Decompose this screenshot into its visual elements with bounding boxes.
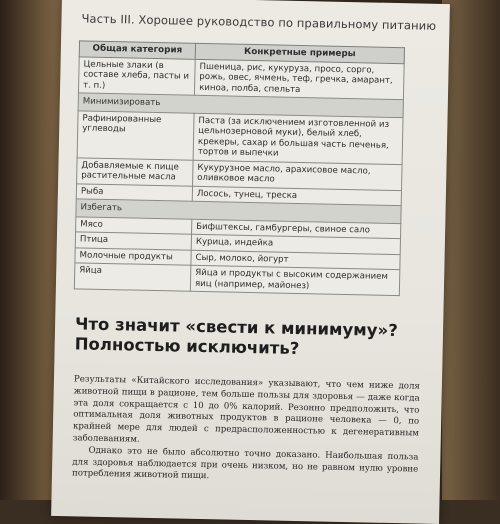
section-heading: Что значит «свести к минимуму»? Полностью исключить? [74,314,398,359]
table-cell-category: Молочные продукты [75,247,191,265]
book-page [51,0,450,524]
table-cell-examples: Лосось, тунец, треска [192,186,401,206]
table-cell-examples: Сыр, молоко, йогурт [191,250,400,270]
table-body [74,56,404,295]
body-text [72,374,420,487]
food-table [74,40,405,296]
background-right [442,0,500,500]
table-cell-examples: Паста (за исключением изготовленной из цельнозерновой муки), белый хлеб, крекеры, сахар и большая часть печенья, тортов и выпечки [193,113,403,164]
table-row [77,110,403,164]
paragraph: Однако это не было абсолютно точно доказано. Наибольшая польза для здоровья наблюдается при очень низком, но не равном нулю уровне потребления животной пищи. [71,445,419,482]
table-header-category: Общая категория [79,41,195,59]
running-head: Часть III. Хорошее руководство по правильному питанию [81,11,437,33]
paragraph: Результаты «Китайского исследования» указывают, что чем ниже доля животной пищи в рационе, тем больше пользы для здоровья — даже когда эта доля сокращается с 10 до 0% калорий. Резонно предположить, что оптимальная доля животных продуктов в рационе человека — 0, по крайней мере для людей с предрасположенностью к дегенеративным заболеваниям. [72,374,421,445]
table-cell-category: Яйца [74,263,191,291]
table-cell-category: Рафинированные углеводы [77,110,194,159]
table-cell-category: Птица [75,232,191,250]
table-cell-examples: Пшеница, рис, кукуруза, просо, сорго, рожь, овес, ячмень, теф, гречка, амарант, киноа, полба, спельта [194,59,404,100]
table-cell-category: Рыба [76,183,192,201]
table-row [74,263,399,296]
table-section-label: Избегать [76,199,401,223]
table-cell-examples: Яйца и продукты с высоким содержанием яиц (например, майонез) [190,265,399,295]
table-header-examples: Конкретные примеры [195,43,404,63]
table-cell-category: Добавляемые к пище растительные масла [77,157,194,185]
table-cell-category: Цельные злаки (в составе хлеба, пасты и т. п.) [78,56,195,95]
table-cell-category: Мясо [76,216,192,234]
table-cell-examples: Кукурузное масло, арахисовое масло, оливковое масло [193,160,402,190]
table-cell-examples: Бифштексы, гамбургеры, свиное сало [192,219,401,239]
table-section-label: Минимизировать [78,93,403,117]
table-cell-examples: Курица, индейка [191,234,400,254]
